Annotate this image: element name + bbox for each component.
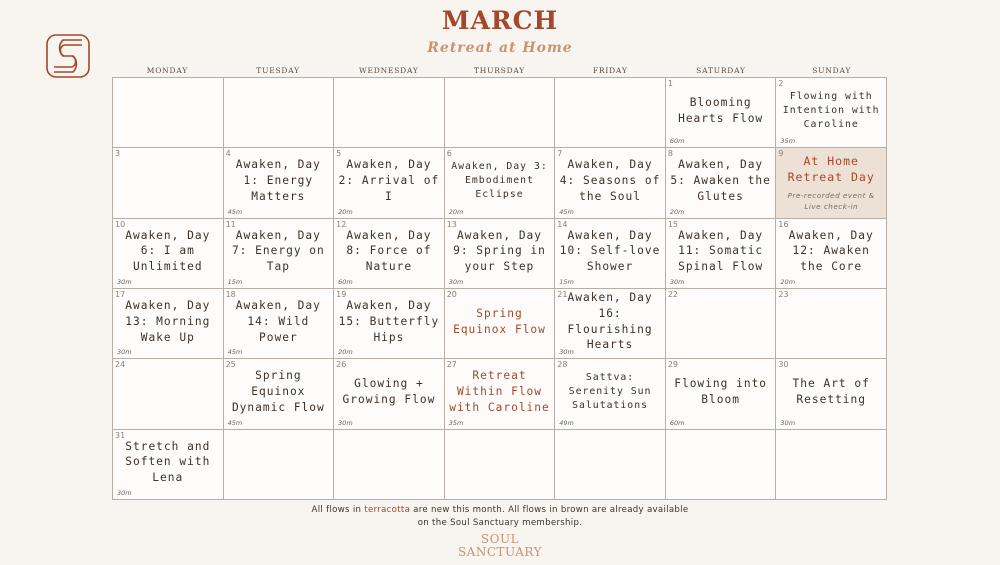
event-duration: 49m [559,418,574,427]
event-duration: 30m [338,418,353,427]
calendar-cell-event[interactable] [555,148,666,218]
day-number: 7 [557,149,563,159]
day-number: 8 [667,149,673,159]
event-name: At Home Retreat Day [787,154,875,185]
event-duration: 60m [669,137,685,146]
event-duration: 30m [117,489,132,497]
event-duration: 20m [448,207,464,216]
event-name: Awaken, Day 1: Energy Matters [235,158,321,203]
day-number: 4 [225,149,231,159]
calendar-cell [113,359,224,429]
event-name: Awaken, Day 2: Arrival of I [338,158,440,203]
calendar-cell-event[interactable] [776,219,887,289]
calendar-cell-event[interactable] [666,219,777,289]
event-name: The Art of Resetting [792,377,870,406]
day-number: 19 [336,290,347,299]
day-number: 3 [115,149,121,159]
calendar-cell [776,430,887,500]
calendar-cell-event[interactable] [555,289,666,359]
day-number: 9 [778,149,784,159]
day-number: 28 [557,360,568,370]
weekday-label: MONDAY [146,66,188,75]
event-duration: 15m [559,278,574,286]
calendar-cell [555,430,666,500]
calendar-cell-event[interactable] [334,289,445,359]
calendar-cell-event[interactable] [224,359,335,429]
day-number: 13 [446,219,457,229]
day-number: 15 [667,219,679,229]
calendar-cell [113,148,224,218]
featured-event [778,152,884,213]
calendar-cell-event[interactable] [776,148,887,218]
legend-text: All flows in [311,505,365,515]
event-duration: 45m [227,418,243,427]
brand-line: SANCTUARY [457,545,543,560]
legend-terracotta-word: terracotta [364,505,411,515]
event-duration: 30m [448,278,464,286]
day-number: 2 [778,79,784,88]
calendar-cell-event[interactable] [224,219,335,289]
calendar-cell [113,78,224,148]
calendar-cell-event[interactable] [334,148,445,218]
event-duration: 60m [338,278,353,286]
event-name: Awaken, Day 15: Butterfly Hips [338,299,440,344]
day-number: 27 [446,360,457,370]
event-note: Pre-recorded event & Live check-in [787,190,875,212]
event-name: Sattva: Serenity Sun Salutations [568,372,652,411]
event-duration: 45m [227,207,243,216]
event-name: Awaken, Day 11: Somatic Spinal Flow [678,228,764,274]
event-duration: 30m [117,278,132,286]
day-number: 17 [115,290,126,299]
calendar-cell [445,78,556,148]
calendar-cell-event[interactable] [113,219,224,289]
calendar-cell [555,78,666,148]
calendar-cell-event[interactable] [776,78,887,148]
event-duration: 35m [448,418,464,427]
event-duration: 35m [780,137,796,146]
event-name: Awaken, Day 7: Energy on Tap [231,228,325,274]
calendar-grid [112,77,887,500]
weekday-label: SATURDAY [696,66,746,75]
day-number: 22 [667,290,679,299]
calendar-cell [334,78,445,148]
day-number: 29 [667,360,679,370]
calendar-cell-event[interactable] [334,219,445,289]
event-name: Retreat Within Flow with Caroline [449,369,550,414]
event-name: Glowing + Growing Flow [342,377,436,406]
event-duration: 30m [780,418,796,427]
day-number: 10 [115,219,126,229]
calendar-cell-event[interactable] [555,219,666,289]
day-number: 14 [557,219,568,229]
calendar-cell-event[interactable] [113,430,224,500]
calendar-cell-event[interactable] [224,148,335,218]
event-duration: 20m [338,348,353,357]
event-duration: 15m [227,278,243,286]
calendar-cell-event[interactable] [224,289,335,359]
calendar-cell-event[interactable] [113,289,224,359]
calendar-cell-event[interactable] [666,359,777,429]
page-subtitle: Retreat at Home [427,40,573,56]
day-number: 30 [778,360,789,370]
weekday-label: TUESDAY [256,66,300,75]
day-number: 11 [225,219,236,229]
day-number: 24 [115,360,126,370]
day-number: 16 [778,219,789,229]
event-duration: 45m [227,348,243,357]
event-name: Blooming Hearts Flow [678,95,764,125]
legend-text: are new this month. All flows in brown are already available [410,505,689,515]
calendar-cell [224,430,335,500]
event-duration: 20m [669,207,685,216]
day-number: 6 [446,149,452,159]
weekday-label: SUNDAY [812,66,852,75]
event-name: Awaken, Day 5: Awaken the Glutes [670,158,771,203]
event-name: Awaken, Day 3: Embodiment Eclipse [451,161,548,200]
brand-line: SOUL [480,532,520,546]
calendar-cell-event[interactable] [776,359,887,429]
day-number: 12 [336,219,347,229]
event-name: Awaken, Day 9: Spring in your Step [453,228,546,274]
event-name: Awaken, Day 6: I am Unlimited [125,228,211,274]
calendar-cell [334,430,445,500]
event-name: Awaken, Day 13: Morning Wake Up [125,299,211,344]
legend-note [0,504,1000,530]
day-number: 20 [446,290,457,299]
calendar-cell-event[interactable] [445,359,556,429]
calendar-cell-event[interactable] [445,219,556,289]
event-name: Spring Equinox Flow [453,306,546,336]
day-number: 31 [115,430,126,440]
event-name: Flowing with Intention with Caroline [782,91,880,130]
weekday-label: FRIDAY [592,66,628,75]
weekday-label: WEDNESDAY [358,66,419,75]
legend-text: on the Soul Sanctuary membership. [417,517,583,528]
event-name: Flowing into Bloom [674,377,768,406]
page-title: MARCH [441,6,559,35]
day-number: 25 [225,360,236,370]
event-name: Awaken, Day 10: Self-love Shower [559,228,661,274]
event-duration: 30m [559,348,574,357]
day-number: 26 [336,360,347,370]
calendar-cell-event[interactable] [666,78,777,148]
event-name: Spring Equinox Dynamic Flow [231,369,325,414]
calendar-cell-event[interactable] [445,289,556,359]
weekday-label: THURSDAY [473,66,526,75]
calendar-cell-event[interactable] [334,359,445,429]
event-duration: 20m [338,207,353,216]
event-name: Stretch and Soften with Lena [125,439,211,485]
event-name: Awaken, Day 4: Seasons of the Soul [559,158,661,203]
event-duration: 30m [117,348,132,357]
calendar-cell [445,430,556,500]
event-name: Awaken, Day 12: Awaken the Core [788,228,874,274]
calendar-cell-event[interactable] [445,148,556,218]
calendar-cell [666,289,777,359]
day-number: 23 [778,290,789,299]
calendar-cell-event[interactable] [555,359,666,429]
day-number: 18 [225,290,236,299]
event-name: Awaken, Day 16: Flourishing Hearts [567,291,653,352]
event-duration: 30m [669,278,685,286]
calendar-cell [776,289,887,359]
day-number: 21 [557,290,568,299]
calendar-cell [666,430,777,500]
calendar-cell-event[interactable] [666,148,777,218]
calendar-cell [224,78,335,148]
brand-wordmark [0,533,1000,559]
event-name: Awaken, Day 8: Force of Nature [346,228,432,274]
event-duration: 45m [559,207,574,216]
event-name: Awaken, Day 14: Wild Power [235,299,321,344]
day-number: 5 [336,149,342,159]
day-number: 1 [667,79,673,88]
event-duration: 20m [780,278,796,286]
event-duration: 60m [669,418,685,427]
